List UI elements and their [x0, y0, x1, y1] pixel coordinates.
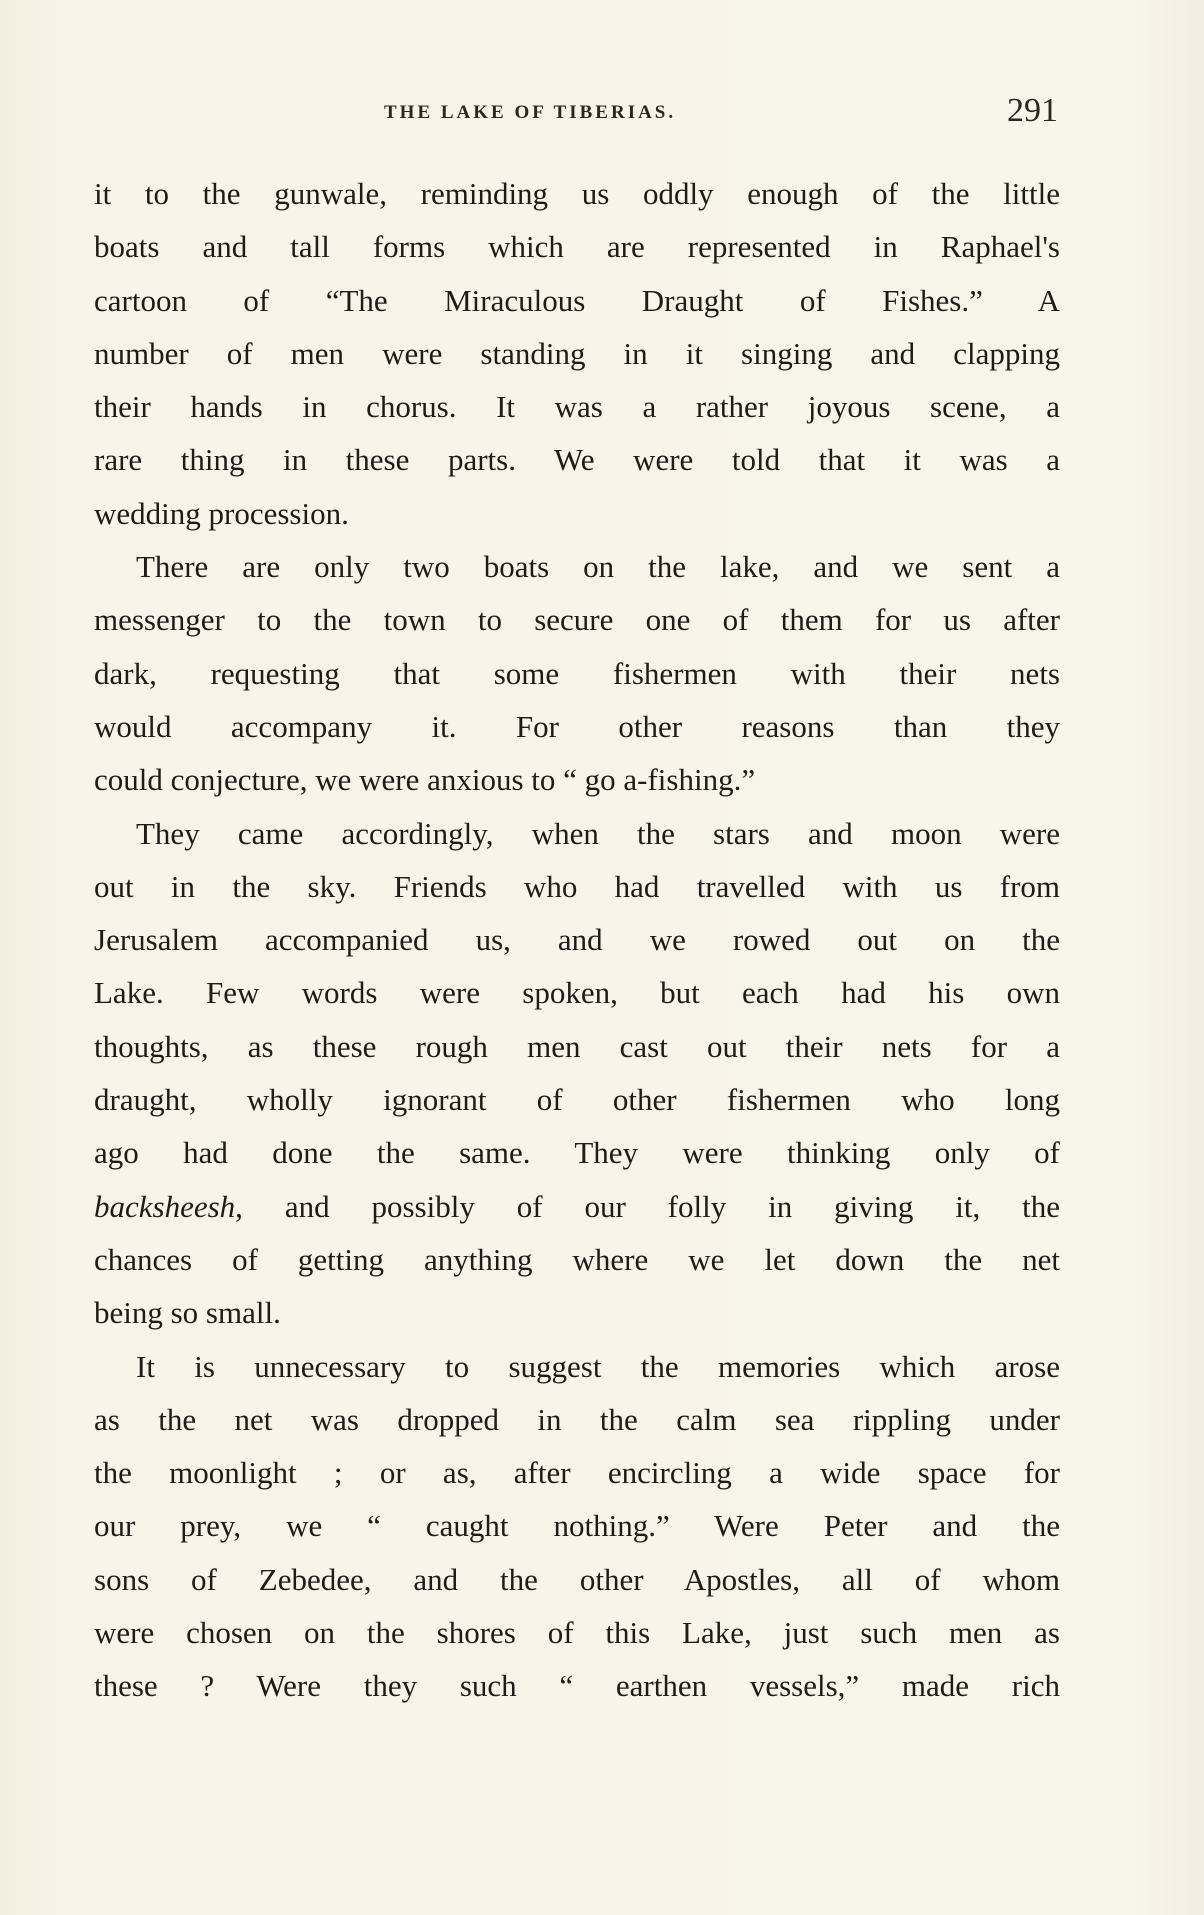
running-head: THE LAKE OF TIBERIAS. [384, 102, 677, 123]
text-line: ago had done the same. They were thinking only of [94, 1135, 1060, 1171]
text-line: it to the gunwale, reminding us oddly enough of the little [94, 176, 1060, 211]
text-line: rare thing in these parts. We were told that it was a [94, 442, 1060, 478]
paragraph-start-line: They came accordingly, when the stars and moon were [136, 815, 1060, 851]
page-number: 291 [1007, 92, 1058, 129]
text-line: Jerusalem accompanied us, and we rowed out on the [94, 922, 1060, 958]
text-line: chances of getting anything where we let down the net [94, 1241, 1060, 1277]
paragraph-start-line: There are only two boats on the lake, and we sent a [136, 549, 1060, 585]
text-line: wedding procession. [94, 495, 349, 531]
italic-word: backsheesh [94, 1188, 236, 1224]
text-fragment: , and possibly of our folly in giving it, the [235, 1188, 1060, 1224]
text-line: as the net was dropped in the calm sea rippling under [94, 1401, 1060, 1437]
text-line: messenger to the town to secure one of them for us after [94, 602, 1060, 638]
text-line: their hands in chorus. It was a rather joyous scene, a [94, 389, 1060, 425]
text-line: thoughts, as these rough men cast out their nets for a [94, 1028, 1060, 1064]
text-line: Lake. Few words were spoken, but each had his own [94, 975, 1060, 1011]
text-line: these ? Were they such “ earthen vessels,” made rich [94, 1668, 1060, 1704]
text-line: draught, wholly ignorant of other fishermen who long [94, 1082, 1060, 1118]
text-line: our prey, we “ caught nothing.” Were Peter and the [94, 1508, 1060, 1544]
text-line: were chosen on the shores of this Lake, just such men as [94, 1615, 1060, 1651]
text-line: the moonlight ; or as, after encircling a wide space for [94, 1455, 1060, 1491]
text-line: out in the sky. Friends who had travelled with us from [94, 868, 1060, 904]
body-text [94, 167, 1060, 1713]
text-line: boats and tall forms which are represented in Raphael's [94, 229, 1060, 265]
text-line: dark, requesting that some fishermen with their nets [94, 655, 1060, 691]
text-line: would accompany it. For other reasons than they [94, 708, 1060, 744]
text-line: being so small. [94, 1295, 281, 1331]
text-line: number of men were standing in it singing and clapping [94, 335, 1060, 371]
text-line-with-italic [94, 1180, 1060, 1233]
text-line: could conjecture, we were anxious to “ go a-fishing.” [94, 762, 756, 798]
page-header [94, 94, 1060, 134]
text-line: cartoon of “The Miraculous Draught of Fishes.” A [94, 282, 1060, 318]
paragraph-start-line: It is unnecessary to suggest the memories which arose [136, 1348, 1060, 1384]
text-line: sons of Zebedee, and the other Apostles, all of whom [94, 1561, 1060, 1597]
